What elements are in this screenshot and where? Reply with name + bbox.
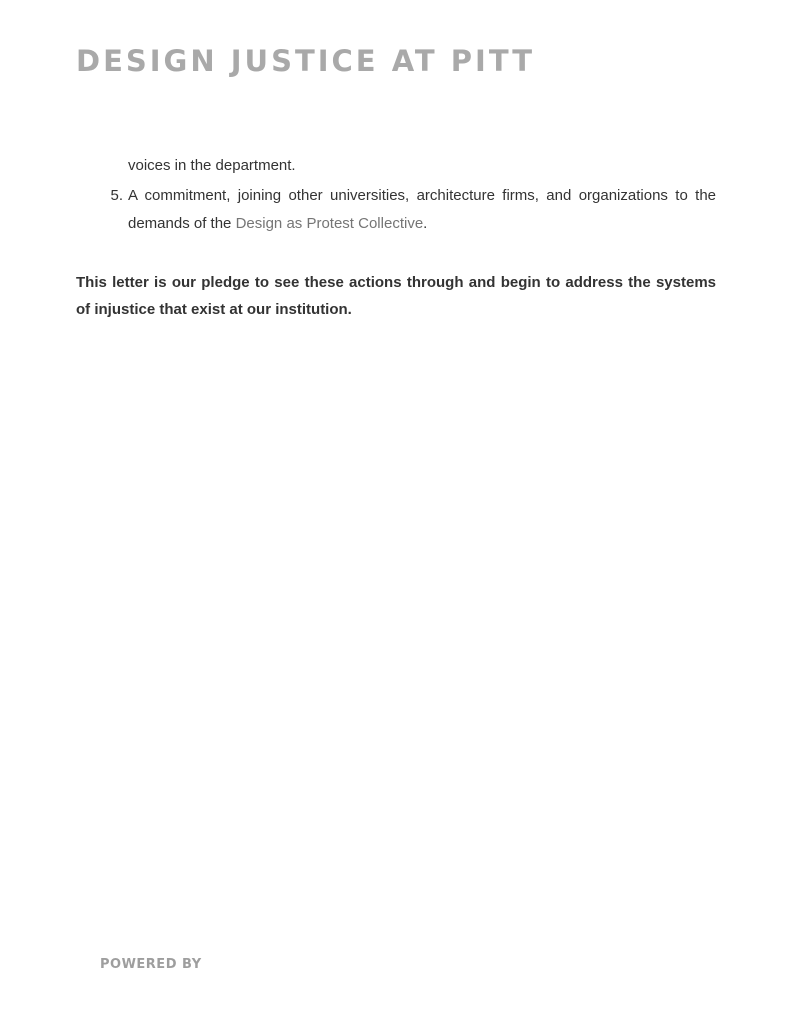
site-title: DESIGN JUSTICE AT PITT	[76, 44, 536, 78]
list-item-text-end: .	[423, 215, 428, 232]
continued-list-text: voices in the department.	[128, 157, 296, 174]
powered-by-label: POWERED BY	[100, 957, 202, 972]
design-as-protest-collective-link[interactable]: Design as Protest Collective	[235, 215, 424, 232]
list-item	[76, 182, 716, 238]
letter-content	[76, 152, 716, 323]
closing-statement: This letter is our pledge to see these actions through and begin to address the systems of injustice that exist at our institution.	[76, 274, 716, 318]
demands-list	[76, 182, 716, 238]
list-item-number: 5.	[110, 187, 123, 204]
list-item-text: A commitment, joining other universities, architecture firms, and organizations to the demands of the	[128, 187, 716, 232]
